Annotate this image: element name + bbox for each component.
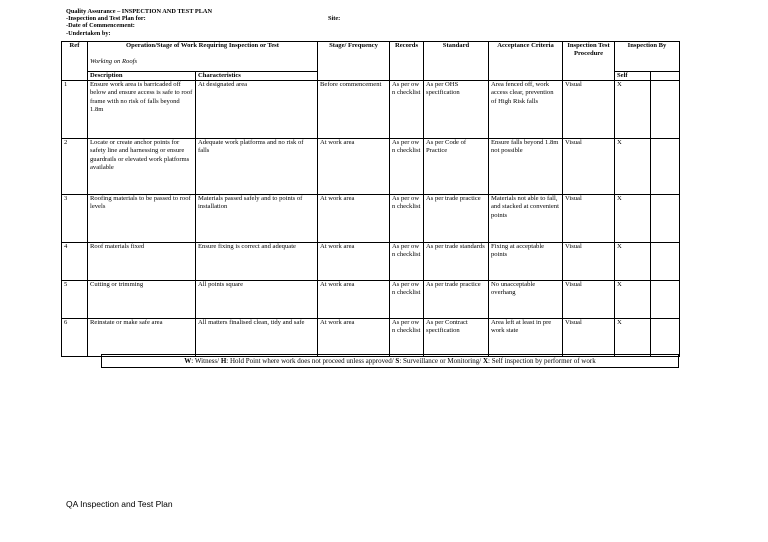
procedure-cell: Visual bbox=[563, 243, 615, 281]
legend-s-text: : Surveillance or Monitoring/ bbox=[399, 357, 483, 365]
acceptance-criteria-header: Acceptance Criteria bbox=[489, 42, 563, 81]
records-header: Records bbox=[390, 42, 424, 81]
legend-x-text: : Self inspection by performer of work bbox=[488, 357, 596, 365]
inspection-procedure-header: Inspection Test Procedure bbox=[563, 42, 615, 81]
acceptance-cell: Ensure falls beyond 1.8m not possible bbox=[489, 139, 563, 195]
records-cell: As per own checklist bbox=[390, 281, 424, 319]
stage-cell: At work area bbox=[318, 243, 390, 281]
site-label: Site: bbox=[328, 15, 341, 22]
acceptance-cell: Fixing at acceptable points bbox=[489, 243, 563, 281]
characteristics-cell: Adequate work platforms and no risk of falls bbox=[196, 139, 318, 195]
stage-frequency-header: Stage/ Frequency bbox=[318, 42, 390, 81]
standard-cell: As per trade practice bbox=[424, 195, 489, 243]
ref-cell: 1 bbox=[62, 81, 88, 139]
ref-cell: 4 bbox=[62, 243, 88, 281]
stage-cell: Before commencement bbox=[318, 81, 390, 139]
standard-cell: As per trade standards bbox=[424, 243, 489, 281]
table-row bbox=[62, 195, 680, 243]
standard-cell: As per Code of Practice bbox=[424, 139, 489, 195]
standard-cell: As per trade practice bbox=[424, 281, 489, 319]
undertaken-by-label: -Undertaken by: bbox=[66, 30, 111, 37]
self-cell: X bbox=[615, 139, 651, 195]
inspection-test-plan-table bbox=[61, 41, 680, 357]
records-cell: As per own checklist bbox=[390, 319, 424, 357]
description-cell: Roofing materials to be passed to roof levels bbox=[88, 195, 196, 243]
acceptance-cell: Area left at least in pre work state bbox=[489, 319, 563, 357]
records-cell: As per own checklist bbox=[390, 195, 424, 243]
procedure-cell: Visual bbox=[563, 139, 615, 195]
standard-header: Standard bbox=[424, 42, 489, 81]
blank-cell bbox=[651, 319, 680, 357]
date-commencement-label: -Date of Commencement: bbox=[66, 22, 135, 29]
self-cell: X bbox=[615, 195, 651, 243]
description-cell: Locate or create anchor points for safety line and harnessing or ensure guardrails or elevated work platforms available bbox=[88, 139, 196, 195]
blank-header bbox=[651, 72, 680, 81]
ref-header: Ref bbox=[62, 42, 88, 81]
blank-cell bbox=[651, 281, 680, 319]
legend-w-key: W bbox=[184, 357, 192, 365]
acceptance-cell: Area fenced off, work access clear, prevention of High Risk falls bbox=[489, 81, 563, 139]
self-cell: X bbox=[615, 281, 651, 319]
self-cell: X bbox=[615, 243, 651, 281]
blank-cell bbox=[651, 243, 680, 281]
characteristics-cell: Ensure fixing is correct and adequate bbox=[196, 243, 318, 281]
legend-h-text: : Hold Point where work does not proceed unless approved/ bbox=[226, 357, 396, 365]
ref-cell: 2 bbox=[62, 139, 88, 195]
characteristics-cell: All matters finalised clean, tidy and safe bbox=[196, 319, 318, 357]
procedure-cell: Visual bbox=[563, 195, 615, 243]
page-footer: QA Inspection and Test Plan bbox=[66, 499, 173, 509]
self-cell: X bbox=[615, 319, 651, 357]
characteristics-cell: Materials passed safely and to points of installation bbox=[196, 195, 318, 243]
characteristics-cell: All points square bbox=[196, 281, 318, 319]
self-header: Self bbox=[615, 72, 651, 81]
table-row bbox=[62, 319, 680, 357]
description-cell: Roof materials fixed bbox=[88, 243, 196, 281]
description-cell: Reinstate or make safe area bbox=[88, 319, 196, 357]
table-row bbox=[62, 81, 680, 139]
standard-cell: As per OHS specification bbox=[424, 81, 489, 139]
legend-s-key: S bbox=[395, 357, 400, 365]
table-row bbox=[62, 139, 680, 195]
document-title: Quality Assurance – INSPECTION AND TEST PLAN bbox=[66, 8, 213, 15]
legend-h-key: H bbox=[220, 357, 227, 365]
ref-cell: 6 bbox=[62, 319, 88, 357]
records-cell: As per own checklist bbox=[390, 243, 424, 281]
records-cell: As per own checklist bbox=[390, 139, 424, 195]
procedure-cell: Visual bbox=[563, 281, 615, 319]
self-cell: X bbox=[615, 81, 651, 139]
inspection-by-header: Inspection By bbox=[615, 42, 680, 72]
standard-cell: As per Contract specification bbox=[424, 319, 489, 357]
ref-cell: 5 bbox=[62, 281, 88, 319]
legend-box bbox=[101, 354, 679, 368]
procedure-cell: Visual bbox=[563, 81, 615, 139]
stage-cell: At work area bbox=[318, 281, 390, 319]
description-cell: Ensure work area is barricaded off below and ensure access is safe to roof frame with no risk of falls beyond 1.8m bbox=[88, 81, 196, 139]
records-cell: As per own checklist bbox=[390, 81, 424, 139]
stage-cell: At work area bbox=[318, 139, 390, 195]
table-row bbox=[62, 243, 680, 281]
legend-x-key: X bbox=[482, 357, 488, 365]
procedure-cell: Visual bbox=[563, 319, 615, 357]
stage-cell: At work area bbox=[318, 319, 390, 357]
description-header: Description bbox=[88, 72, 196, 81]
plan-for-label: -Inspection and Test Plan for: bbox=[66, 15, 146, 22]
blank-cell bbox=[651, 195, 680, 243]
blank-cell bbox=[651, 139, 680, 195]
acceptance-cell: Materials not able to fall, and stacked at convenient points bbox=[489, 195, 563, 243]
ref-cell: 3 bbox=[62, 195, 88, 243]
table-row bbox=[62, 281, 680, 319]
blank-cell bbox=[651, 81, 680, 139]
stage-cell: At work area bbox=[318, 195, 390, 243]
characteristics-cell: At designated area bbox=[196, 81, 318, 139]
operation-header bbox=[88, 42, 318, 72]
acceptance-cell: No unacceptable overhang bbox=[489, 281, 563, 319]
characteristics-header: Characteristics bbox=[196, 72, 318, 81]
working-on-roofs-label: Working on Roofs bbox=[90, 58, 138, 66]
legend-w-text: : Witness/ bbox=[191, 357, 221, 365]
operation-header-label: Operation/Stage of Work Requiring Inspection or Test bbox=[126, 42, 279, 49]
description-cell: Cutting or trimming bbox=[88, 281, 196, 319]
